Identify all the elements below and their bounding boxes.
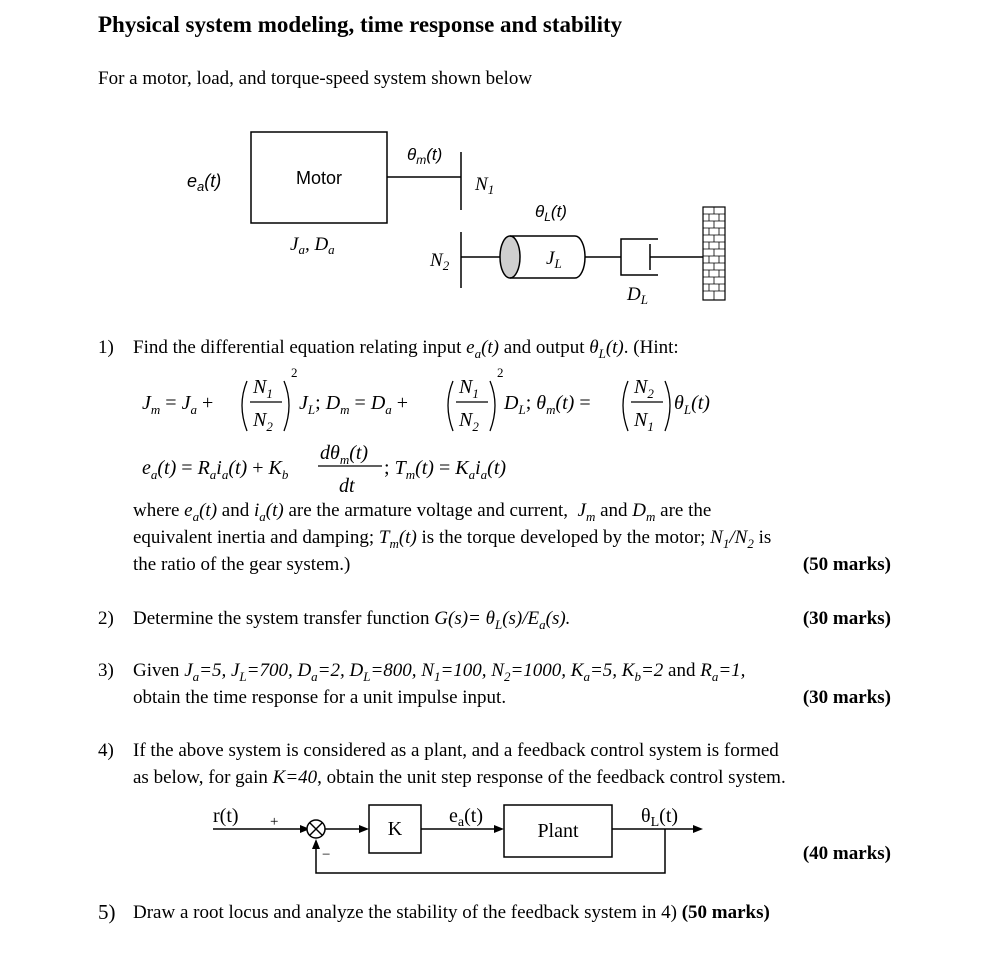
svg-text:2: 2 bbox=[291, 365, 298, 380]
q1-lead: Find the differential equation relating input $e_a(t)$ and output $\theta_L(t)$. (Hint: bbox=[133, 337, 679, 361]
wall bbox=[703, 207, 725, 300]
svg-text:dt: dt bbox=[339, 475, 355, 497]
svg-text:Jm = Ja +: $J_m = J_a$ + bbox=[142, 392, 214, 417]
svg-text:JL; Dm = Da +: $J_L$; $D_m = D_a$ + bbox=[299, 392, 409, 417]
q3-number: 3) bbox=[98, 660, 114, 681]
q3-line2: obtain the time response for a unit impulse input. bbox=[133, 687, 507, 708]
svg-text:N1: $N_1$ bbox=[634, 409, 654, 434]
svg-text:; Tm(t) = Kaia(t): ; $T_m(t) = K_ai_a(t)$ bbox=[384, 457, 507, 482]
svg-text:θL(t): $\theta_L(t)$ bbox=[674, 392, 710, 417]
theta-output-label: $\theta_L(t)$ bbox=[641, 805, 679, 830]
q1-where-line2: equivalent inertia and damping; $T_m(t)$ is the torque developed by the motor; $N_1/N_2$ is bbox=[133, 527, 772, 551]
q4-number: 4) bbox=[98, 740, 114, 761]
ea-signal-label: $e_a(t)$ bbox=[449, 805, 483, 830]
plant-label: Plant bbox=[537, 820, 579, 842]
plus-sign: + bbox=[270, 814, 279, 830]
q3-line1: Given $J_a=5$, $J_L=700$, $D_a=2$, $D_L=800$, $N_1=100$, $N_2=1000$, $K_a=5$, $K_b=2$ and $R_a=1$, bbox=[133, 660, 746, 684]
svg-text:N2: $N_2$ bbox=[459, 409, 479, 434]
q5-marks: (50 marks) bbox=[681, 902, 770, 923]
ja-da-label: $J_a$, $D_a$ bbox=[290, 234, 335, 257]
q2-text: Determine the system transfer function $G(s)= \theta_L(s)/E_a(s)$. bbox=[133, 608, 571, 632]
jl-label: $J_L$ bbox=[546, 248, 562, 271]
k-label: K bbox=[387, 818, 403, 840]
page-title: Physical system modeling, time response and stability bbox=[98, 12, 623, 37]
q1-where-line3: the ratio of the gear system.) bbox=[133, 554, 351, 575]
svg-text:N2: $N_2$ bbox=[253, 409, 273, 434]
r-label: r(t) bbox=[213, 805, 239, 827]
q1-where-line1: where $e_a(t)$ and $i_a(t)$ are the armature voltage and current, $J_m$ and $D_m$ are the bbox=[133, 500, 712, 524]
q4-line2: as below, for gain K=40, obtain the unit step response of the feedback control system. bbox=[133, 767, 786, 788]
theta-m-label: $\theta_m(t)$ bbox=[407, 145, 443, 167]
svg-text:N2: $N_2$ bbox=[634, 376, 654, 401]
load-end bbox=[500, 236, 520, 278]
q5-number: 5) bbox=[98, 900, 116, 924]
feedback-diagram bbox=[0, 795, 983, 880]
hint-equations bbox=[0, 362, 983, 502]
q4-marks: (40 marks) bbox=[802, 843, 891, 864]
q5-text: Draw a root locus and analyze the stability of the feedback system in 4) bbox=[133, 902, 677, 923]
q1-number: 1) bbox=[98, 337, 114, 358]
intro-text: For a motor, load, and torque-speed system shown below bbox=[98, 68, 533, 89]
q4-line1: If the above system is considered as a plant, and a feedback control system is formed bbox=[133, 740, 779, 761]
dl-label: $D_L$ bbox=[627, 284, 648, 307]
q2-number: 2) bbox=[98, 608, 114, 629]
svg-text:N1: $N_1$ bbox=[459, 376, 479, 401]
minus-sign: − bbox=[322, 847, 331, 863]
ea-label: $e_a(t)$ bbox=[187, 171, 222, 194]
svg-text:N1: $N_1$ bbox=[253, 376, 273, 401]
motor-load-diagram bbox=[0, 120, 983, 310]
q5-line bbox=[133, 899, 903, 926]
q1-marks: (50 marks) bbox=[802, 554, 891, 575]
svg-text:dθm(t): $d\theta_m(t)$ bbox=[320, 442, 369, 467]
theta-l-label: $\theta_L(t)$ bbox=[535, 202, 567, 224]
n1-label: $N_1$ bbox=[475, 174, 495, 197]
n2-label: $N_2$ bbox=[430, 250, 450, 273]
q2-marks: (30 marks) bbox=[802, 608, 891, 629]
svg-text:2: 2 bbox=[497, 365, 504, 380]
svg-text:ea(t) = Raia(t) + Kb: $e_a(t) = R_ai_a(t) + K_b$ bbox=[142, 457, 289, 482]
svg-text:DL; θm(t) =: $D_L$; $\theta_m(t)$ = bbox=[504, 392, 591, 417]
q3-marks: (30 marks) bbox=[802, 687, 891, 708]
motor-label: Motor bbox=[295, 168, 343, 188]
